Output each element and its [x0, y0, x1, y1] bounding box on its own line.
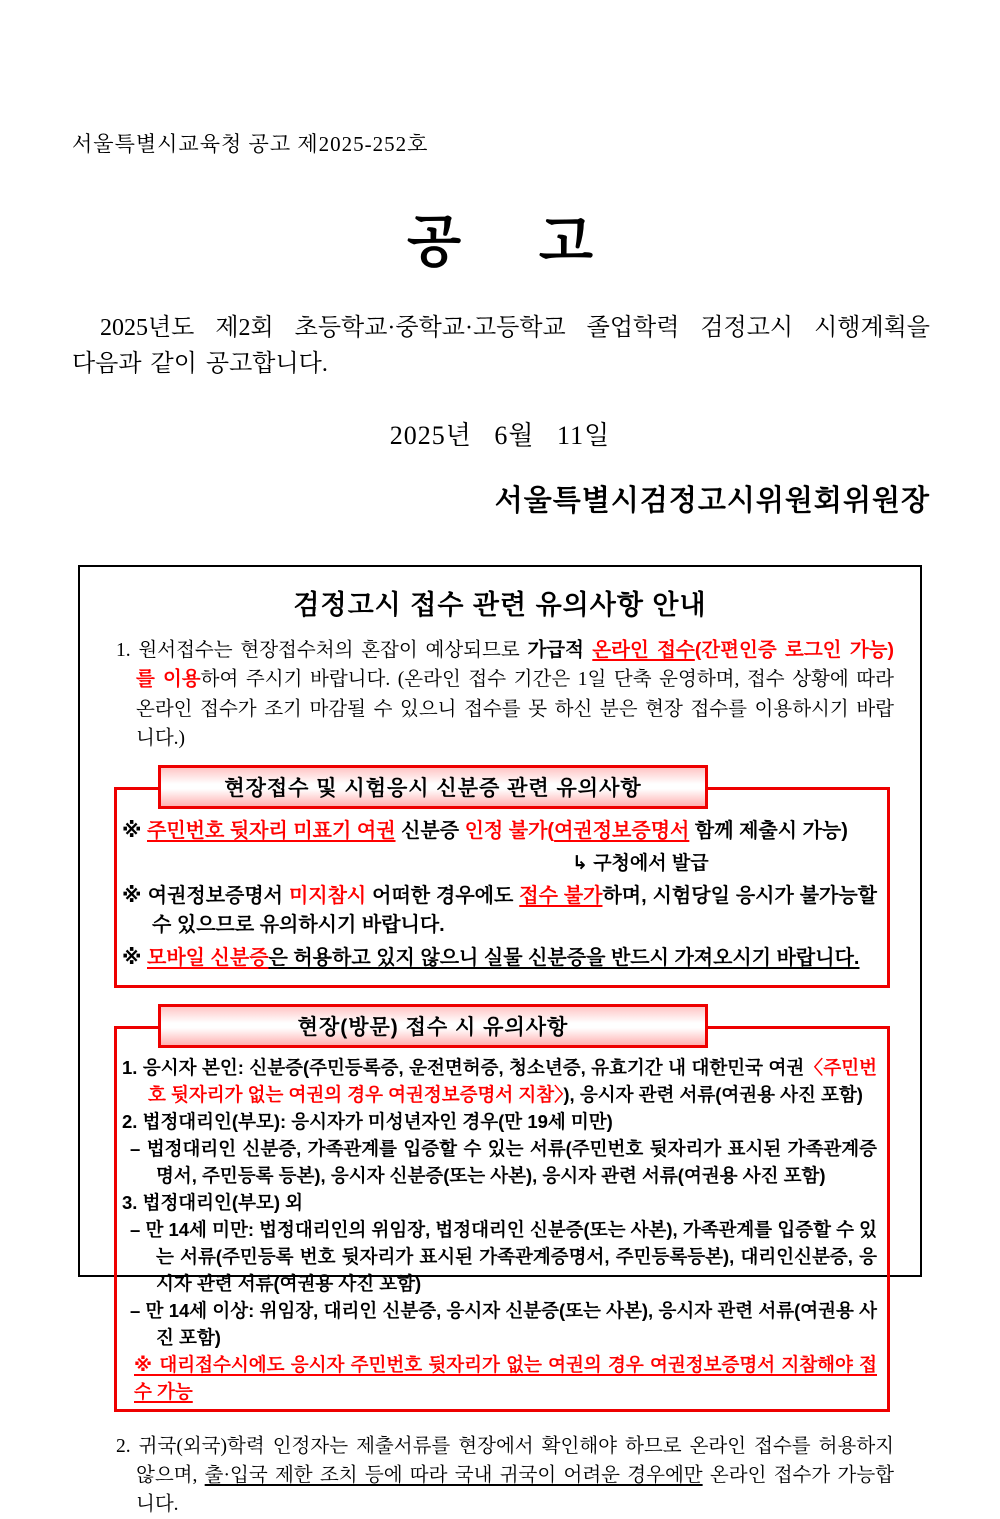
passport-id-rule	[122, 817, 877, 846]
text-run: 어떠한 경우에도	[366, 884, 520, 907]
mark-run: ※	[122, 820, 147, 842]
other-proxy-item: 3. 법정대리인(부모) 외	[122, 1191, 303, 1213]
visit-reception-box-title: 현장(방문) 접수 시 유의사항	[297, 1015, 569, 1039]
underline-run: 출·입국 제한 조치 등에 따라 국내 귀국이 어려운 경우에만	[204, 1464, 703, 1486]
red-run: 〈주민번호 뒷자리가 없는 여권의 경우 여권정보증명서 지참〉	[148, 1056, 877, 1105]
text-run: 1. 응시자 본인: 신분증(주민등록증, 운전면허증, 청소년증, 유효기간 내 대한민국 여권	[122, 1056, 805, 1078]
text-run: 2. 귀국(외국)학력 인정자는 제출서류를 현장에서 확인해야 하므로 온라인 접수를 허용하지 않으며,	[116, 1435, 894, 1486]
text-run: ※ 여권정보증명서	[122, 884, 289, 907]
text-run: 함께 제출시 가능)	[689, 820, 848, 842]
id-warning-box	[114, 777, 890, 988]
issued-by-district-note	[572, 850, 877, 878]
online-application-item	[106, 636, 894, 753]
emphasis-run: 가급적	[527, 639, 593, 661]
id-warning-box-title: 현장접수 및 시험응시 신분증 관련 유의사항	[224, 777, 642, 800]
certificate-required-rule	[122, 882, 877, 940]
doc-number: 서울특별시교육청 공고 제2025-252호	[72, 132, 429, 156]
online-apply-highlight: 온라인 접수	[592, 639, 695, 661]
intro-paragraph	[72, 310, 930, 382]
issuer-name: 서울특별시검정고시위원회위원장	[494, 485, 930, 517]
red-underline-run: 모바일 신분증	[147, 946, 269, 969]
mobile-id-rule	[122, 944, 877, 973]
returnee-item	[106, 1432, 894, 1519]
text-run: 1. 원서접수는 현장접수처의 혼잡이 예상되므로	[116, 640, 528, 661]
mark-run: ※	[122, 946, 147, 969]
under-14-docs: – 만 14세 미만: 법정대리인의 위임장, 법정대리인 신분증(또는 사본), 가족관계를 입증할 수 있는 서류(주민등록 번호 뒷자리가 표시된 가족관계증명서, 주민등록등본), 대리인신분증, 응시자 관련 서류(여권용 사진 포함)	[130, 1218, 877, 1294]
issue-date: 2025년 6월 11일	[389, 421, 611, 450]
red-run: (간편인증 로그인 가능)를	[136, 639, 894, 691]
intro-line-1: 2025년도 제2회 초등학교·중학교·고등학교 졸업학력 검정고시 시행계획을	[100, 315, 930, 341]
arrow-note-run: ↳ 구청에서 발급	[572, 853, 709, 874]
underline-run: 은 허용하고 있지 않으니 실물 신분증을 반드시 가져오시기 바랍니다.	[268, 946, 860, 969]
visit-reception-box-header	[158, 1004, 708, 1048]
over-14-docs: – 만 14세 이상: 위임장, 대리인 신분증, 응시자 신분증(또는 사본), 응시자 관련 서류(여권용 사진 포함)	[130, 1299, 877, 1348]
guidelines-box	[78, 565, 922, 1516]
legal-guardian-docs: – 법정대리인 신분증, 가족관계를 입증할 수 있는 서류(주민번호 뒷자리가 표시된 가족관계증명서, 주민등록 등본), 응시자 신분증(또는 사본), 응시자 관련 서류(여권용 사진 포함)	[130, 1137, 878, 1186]
legal-guardian-item: 2. 법정대리인(부모): 응시자가 미성년자인 경우(만 19세 미만)	[122, 1110, 613, 1132]
red-run: 미지참시	[288, 884, 367, 907]
text-run: 하여 주시기 바랍니다. (온라인 접수 기간은 1일 단축 운영하며, 접수 상황에 따라 온라인 접수가 조기 마감될 수 있으니 접수를 못 하신 분은 현장 접수를 이용하시기 바랍니다.)	[136, 669, 894, 749]
red-run: 인정 불가(	[464, 820, 555, 842]
applicant-self-item	[122, 1054, 877, 1108]
intro-line-2: 다음과 같이 공고합니다.	[72, 351, 328, 377]
id-warning-box-header	[158, 765, 708, 809]
text-run: ), 응시자 관련 서류(여권용 사진 포함)	[563, 1083, 863, 1105]
text-run: 하며, 시험당일 응시가 불가능할 수 있으므로 유의하시기 바랍니다.	[152, 884, 878, 936]
visit-reception-box-content	[122, 1048, 877, 1405]
guidelines-title: 검정고시 접수 관련 유의사항 안내	[293, 590, 707, 620]
red-underline-run: 주민번호 뒷자리 미표기 여권	[147, 820, 396, 842]
proxy-passport-warning: ※ 대리접수시에도 응시자 주민번호 뒷자리가 없는 여권의 경우 여권정보증명서 지참해야 접수 가능	[134, 1353, 877, 1402]
text-run: 신분증	[395, 820, 465, 842]
text-run: 온라인 접수가 가능합니다.	[136, 1464, 895, 1516]
red-underline-run: 접수 불가	[519, 884, 603, 907]
page-title: 공 고	[407, 210, 593, 273]
red-underline-run: 여권정보증명서	[554, 820, 690, 842]
red-run: 이용	[162, 668, 201, 691]
id-warning-box-content	[122, 809, 877, 973]
visit-reception-box	[114, 1015, 890, 1412]
